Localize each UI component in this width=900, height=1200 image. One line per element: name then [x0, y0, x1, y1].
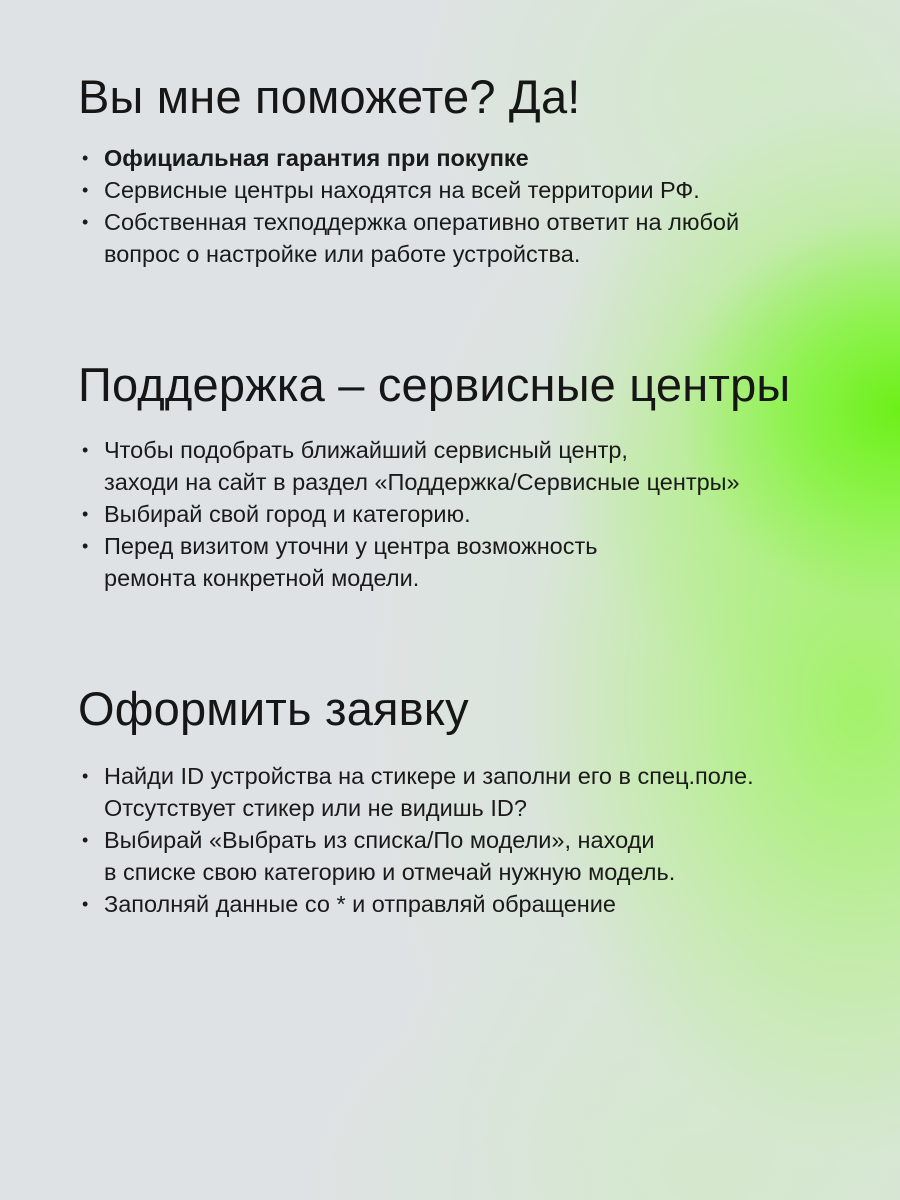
list-item-text: Официальная гарантия при покупке [104, 145, 529, 171]
list-item-text: Найди ID устройства на стикере и заполни его в спец.поле. [104, 763, 754, 789]
bullet-icon: • [82, 894, 89, 914]
bullet-list [78, 142, 860, 270]
section-request [78, 682, 860, 917]
list-item [78, 888, 860, 920]
list-item [78, 142, 860, 174]
bullet-icon: • [82, 180, 89, 200]
list-item [78, 530, 860, 594]
bullet-icon: • [82, 536, 89, 556]
list-item-text: заходи на сайт в раздел «Поддержка/Сервисные центры» [104, 469, 740, 495]
bullet-icon: • [82, 440, 89, 460]
list-item-text: Сервисные центры находятся на всей территории РФ. [104, 177, 700, 203]
list-item [78, 760, 860, 824]
bullet-icon: • [82, 504, 89, 524]
list-item-text: вопрос о настройке или работе устройства. [104, 241, 581, 267]
bullet-icon: • [82, 830, 89, 850]
list-item-text: Выбирай свой город и категорию. [104, 501, 471, 527]
section-title: Поддержка – сервисные центры [78, 358, 791, 411]
list-item [78, 824, 860, 888]
list-item-text: Собственная техподдержка оперативно ответит на любой [104, 209, 740, 235]
section-title: Вы мне поможете? Да! [78, 70, 581, 123]
list-item [78, 174, 860, 206]
list-item-text: Заполняй данные со * и отправляй обращение [104, 891, 616, 917]
list-item-text: Отсутствует стикер или не видишь ID? [104, 795, 527, 821]
list-item [78, 498, 860, 530]
section-service-centers [78, 358, 860, 591]
bullet-icon: • [82, 148, 89, 168]
list-item [78, 206, 860, 270]
list-item [78, 434, 860, 498]
bullet-icon: • [82, 766, 89, 786]
bullet-list [78, 434, 860, 594]
bullet-icon: • [82, 212, 89, 232]
list-item-text: Выбирай «Выбрать из списка/По модели», находи [104, 827, 655, 853]
list-item-text: ремонта конкретной модели. [104, 565, 420, 591]
section-help [78, 70, 860, 267]
bullet-list [78, 760, 860, 920]
list-item-text: Перед визитом уточни у центра возможность [104, 533, 598, 559]
section-title: Оформить заявку [78, 682, 469, 735]
list-item-text: Чтобы подобрать ближайший сервисный центр, [104, 437, 628, 463]
list-item-text: в списке свою категорию и отмечай нужную модель. [104, 859, 676, 885]
